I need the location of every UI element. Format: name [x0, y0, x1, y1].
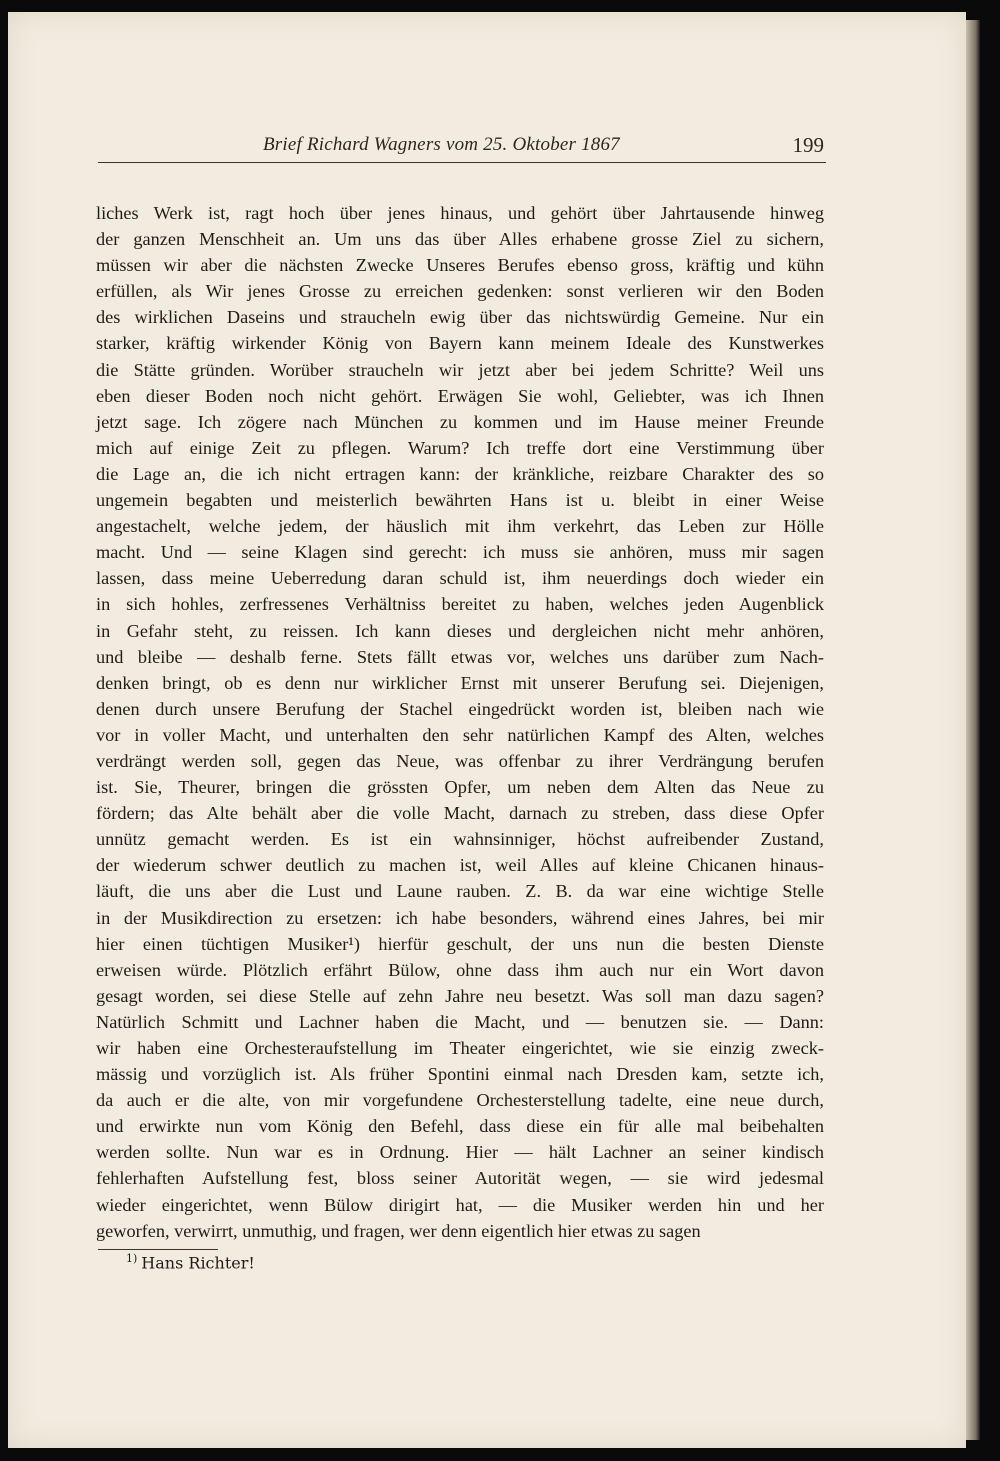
text-line: fehlerhaften Aufstellung fest, bloss seiner Autorität wegen, — sie wird jedesmal [96, 1168, 824, 1189]
text-line: gesagt worden, sei diese Stelle auf zehn Jahre neu besetzt. Was soll man dazu sagen? [96, 985, 824, 1006]
text-line: ist. Sie, Theurer, bringen die grössten Opfer, um neben dem Alten das Neue zu [96, 777, 824, 798]
page-number: 199 [792, 133, 824, 157]
text-line: unnütz gemacht werden. Es ist ein wahnsinniger, höchst aufreibender Zustand, [96, 829, 824, 850]
text-line: denken bringt, ob es denn nur wirklicher Ernst mit unserer Berufung sei. Diejenigen, [96, 672, 824, 693]
text-line: und erwirkte nun vom König den Befehl, dass diese ein für alle mal beibehalten [96, 1116, 824, 1137]
text-line: der ganzen Menschheit an. Um uns das über Alles erhabene grosse Ziel zu sichern, [96, 229, 824, 250]
text-line: wieder eingerichtet, wenn Bülow dirigirt hat, — die Musiker werden hin und her [96, 1194, 824, 1215]
text-line: und bleibe — deshalb ferne. Stets fällt etwas vor, welches uns darüber zum Nach- [96, 646, 824, 667]
text-line: die Stätte gründen. Worüber straucheln wir jetzt aber bei jedem Schritte? Weil uns [96, 359, 824, 380]
footnote-rule [98, 1249, 218, 1250]
text-line: werden sollte. Nun war es in Ordnung. Hier — hält Lachner an seiner kindisch [96, 1142, 824, 1163]
body-text [96, 200, 824, 1244]
page-edge [966, 20, 980, 1440]
text-line: wir haben eine Orchesteraufstellung im Theater eingerichtet, wie sie einzig zweck- [96, 1038, 824, 1058]
text-line: eben dieser Boden noch nicht gehört. Erwägen Sie wohl, Geliebter, was ich Ihnen [96, 385, 824, 406]
text-line: erweisen würde. Plötzlich erfährt Bülow, ohne dass ihm auch nur ein Wort davon [96, 959, 824, 980]
text-line: des wirklichen Daseins und straucheln ewig über das nichtswürdig Gemeine. Nur ein [96, 307, 824, 328]
text-line: müssen wir aber die nächsten Zwecke Unseres Berufes ebenso gross, kräftig und kühn [96, 255, 824, 276]
text-line: macht. Und — seine Klagen sind gerecht: ich muss sie anhören, muss mir sagen [96, 542, 824, 563]
text-line: läuft, die uns aber die Lust und Laune rauben. Z. B. da war eine wichtige Stelle [96, 881, 824, 902]
running-title: Brief Richard Wagners vom 25. Oktober 1867 [263, 134, 620, 155]
text-line: in der Musikdirection zu ersetzen: ich habe besonders, während eines Jahres, bei mir [96, 907, 824, 928]
footnote [126, 1252, 255, 1272]
text-line: in sich hohles, zerfressenes Verhältniss bereitet zu haben, welches jeden Augenblick [96, 594, 824, 615]
footnote-marker: 1) [126, 1252, 138, 1265]
text-line: jetzt sage. Ich zögere nach München zu kommen und im Hause meiner Freunde [96, 411, 824, 432]
text-line: ungemein begabten und meisterlich bewährten Hans ist u. bleibt in einer Weise [96, 490, 824, 511]
text-line: erfüllen, als Wir jenes Grosse zu erreichen gedenken: sonst verlieren wir den Boden [96, 281, 824, 302]
text-line: die Lage an, die ich nicht ertragen kann: der kränkliche, reizbare Charakter des so [96, 463, 824, 484]
text-line: geworfen, verwirrt, unmuthig, und fragen, wer denn eigentlich hier etwas zu sagen [96, 1220, 701, 1241]
text-line: liches Werk ist, ragt hoch über jenes hinaus, und gehört über Jahrtausende hinweg [96, 203, 824, 223]
footnote-text: Hans Richter! [141, 1253, 255, 1273]
text-line: angestachelt, welche jedem, der häuslich mit ihm verkehrt, das Leben zur Hölle [96, 516, 824, 537]
text-line: verdrängt werden soll, gegen das Neue, was offenbar zu ihrer Verdrängung berufen [96, 750, 824, 771]
text-line: Natürlich Schmitt und Lachner haben die Macht, und — benutzen sie. — Dann: [96, 1011, 824, 1032]
text-line: starker, kräftig wirkender König von Bayern kann meinem Ideale des Kunstwerkes [96, 333, 824, 354]
text-line: vor in voller Macht, und unterhalten den sehr natürlichen Kampf des Alten, welches [96, 724, 824, 745]
running-header [98, 130, 826, 163]
text-line: in Gefahr steht, zu reissen. Ich kann dieses und dergleichen nicht mehr anhören, [96, 620, 824, 641]
text-line: der wiederum schwer deutlich zu machen ist, weil Alles auf kleine Chicanen hinaus- [96, 855, 824, 876]
text-line: mässig und vorzüglich ist. Als früher Spontini einmal nach Dresden kam, setzte ich, [96, 1064, 824, 1085]
text-line: lassen, dass meine Ueberredung daran schuld ist, ihm neuerdings doch wieder ein [96, 568, 824, 589]
text-line: fördern; das Alte behält aber die volle Macht, darnach zu streben, dass diese Opfer [96, 803, 824, 824]
text-line: mich auf einige Zeit zu pflegen. Warum? Ich treffe dort eine Verstimmung über [96, 437, 824, 458]
text-line: da auch er die alte, von mir vorgefundene Orchesterstellung tadelte, eine neue durch, [96, 1090, 824, 1111]
book-page [8, 12, 966, 1448]
text-line: hier einen tüchtigen Musiker¹) hierfür geschult, der uns nun die besten Dienste [96, 933, 824, 954]
text-line: denen durch unsere Berufung der Stachel eingedrückt worden ist, bleiben nach wie [96, 698, 824, 719]
